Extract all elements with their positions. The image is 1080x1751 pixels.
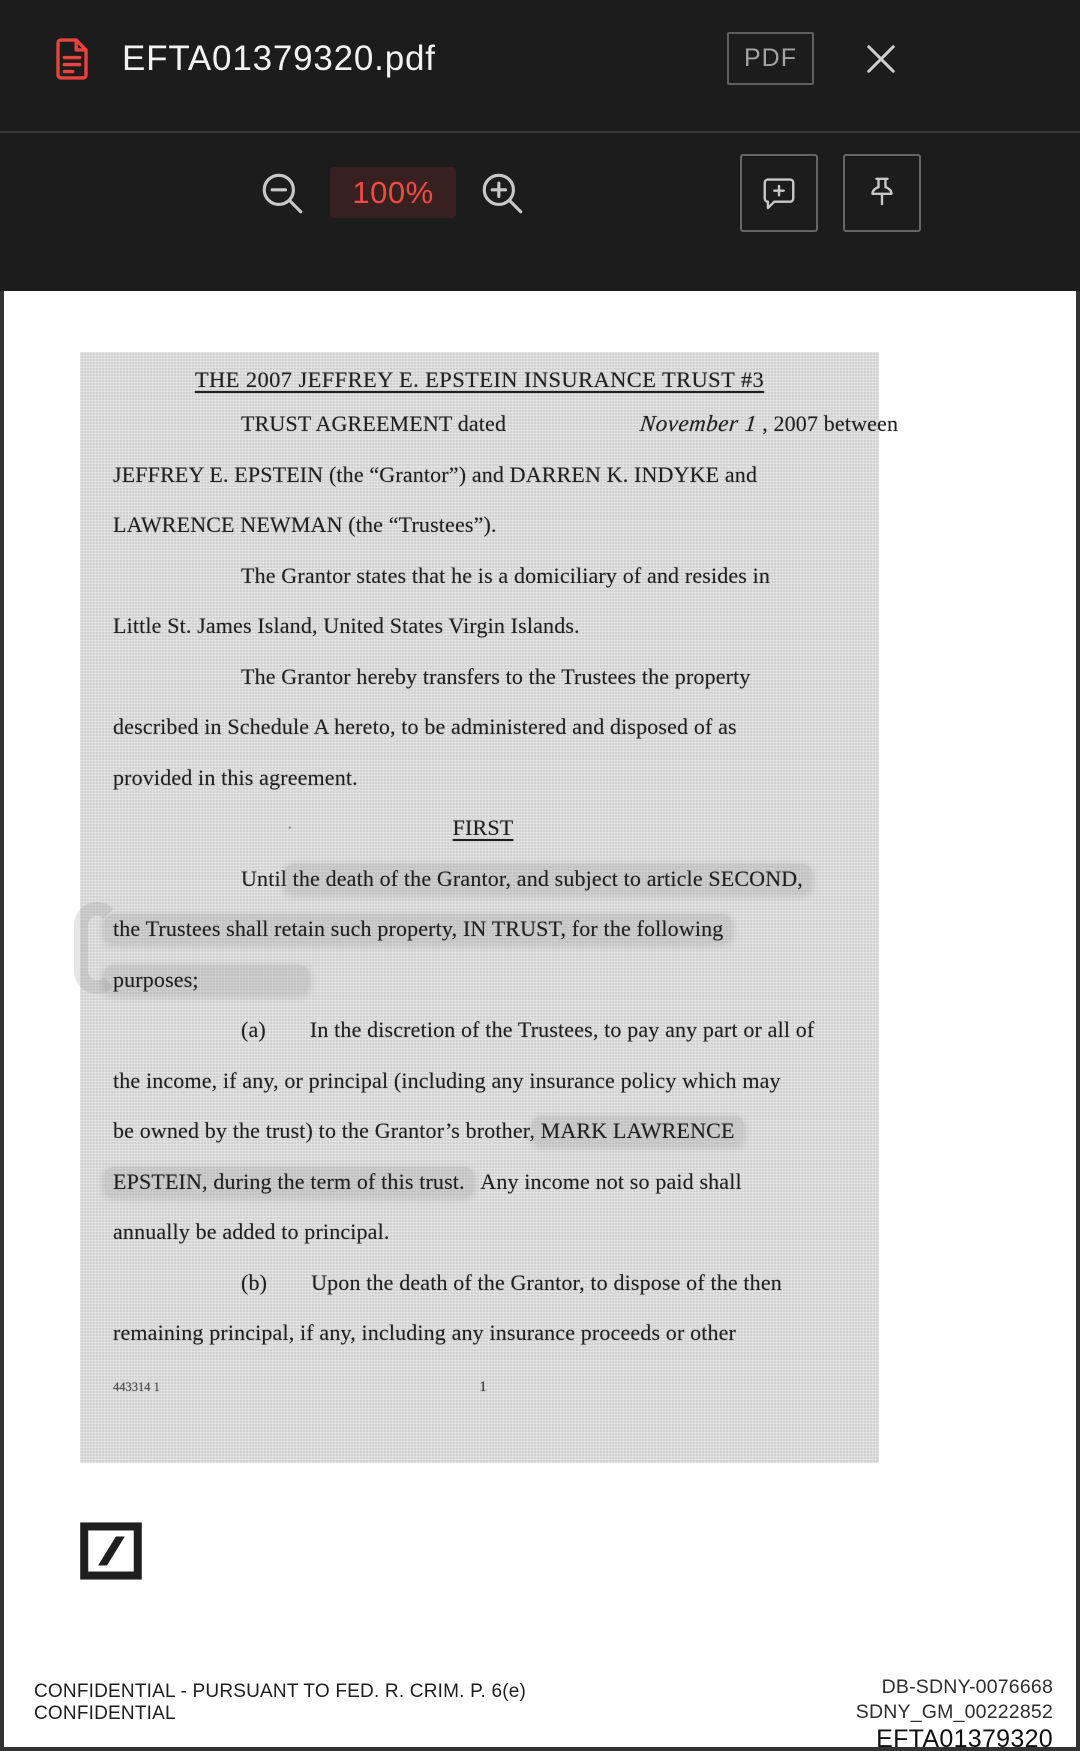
scanned-page <box>80 352 899 1463</box>
confidentiality-stamp <box>34 1681 526 1725</box>
document-line <box>113 1157 853 1208</box>
document-line <box>113 1258 853 1309</box>
bates-stamps <box>856 1675 1053 1751</box>
document-text-segment: Upon the death of the Grantor, to dispose of the then <box>311 1269 782 1295</box>
document-text-segment: Little St. James Island, United States Virgin Islands. <box>113 613 580 638</box>
document-line <box>113 1106 853 1157</box>
document-text-segment: purposes; <box>104 965 309 994</box>
document-line <box>113 551 853 602</box>
document-line <box>113 753 853 804</box>
toolbar <box>0 133 1080 291</box>
document-text-segment: MARK LAWRENCE <box>532 1116 744 1145</box>
document-text-segment: the income, if any, or principal (including any insurance policy which may <box>113 1067 781 1093</box>
document-line <box>113 1005 853 1056</box>
page-footer <box>113 1374 853 1400</box>
document-line <box>113 904 853 955</box>
document-title: THE 2007 JEFFREY E. EPSTEIN INSURANCE TRUST #3 <box>194 367 765 392</box>
document-text-segment: FIRST <box>452 815 514 840</box>
document-text-segment: · <box>287 818 293 837</box>
document-text-segment: the Trustees shall retain such property, IN TRUST, for the following <box>104 914 732 943</box>
page-number: 1 <box>479 1379 487 1395</box>
document-text-segment: EPSTEIN, during the term of this trust. <box>104 1167 474 1196</box>
bank-slash-logo-icon <box>79 1522 143 1580</box>
bates-number-efta: EFTA01379320 <box>876 1725 1053 1751</box>
document-line <box>113 1056 853 1107</box>
pdf-document-icon <box>55 38 89 80</box>
document-text-segment: TRUST AGREEMENT dated <box>241 411 512 436</box>
highlighter-smudge <box>74 902 120 994</box>
zoom-out-button[interactable] <box>258 169 308 219</box>
document-text-segment: November 1 <box>638 411 758 436</box>
document-line <box>113 955 853 1006</box>
document-lines <box>113 399 899 1359</box>
document-line <box>113 702 853 753</box>
document-line <box>113 652 853 703</box>
document-text-segment: (a) <box>241 1017 266 1042</box>
document-text-segment: The Grantor states that he is a domiciliary of and resides in <box>241 562 771 588</box>
zoom-out-magnifier-icon <box>258 169 308 219</box>
zoom-in-button[interactable] <box>478 169 528 219</box>
document-text-segment: Until <box>241 865 293 891</box>
document-line <box>113 854 853 905</box>
document-line <box>113 803 853 854</box>
document-line <box>113 399 899 450</box>
document-text-segment: The Grantor hereby transfers to the Trustees the property <box>241 663 751 689</box>
zoom-level-indicator[interactable]: 100% <box>330 167 456 218</box>
deutsche-bank-logo <box>79 1522 143 1580</box>
bates-number-sdny: SDNY_GM_00222852 <box>855 1701 1053 1723</box>
document-line <box>113 1207 853 1258</box>
document-text-segment: provided in this agreement. <box>113 764 358 790</box>
document-text-segment: be owned by the trust) to the Grantor’s brother, <box>113 1118 541 1143</box>
pdf-format-badge: PDF <box>727 32 814 85</box>
document-text-segment: (b) <box>241 1269 268 1295</box>
document-line <box>113 450 853 501</box>
document-text-segment: described in Schedule A hereto, to be administered and disposed of as <box>113 714 737 739</box>
document-text-segment: Any income not so paid shall <box>464 1168 742 1194</box>
bates-number-db: DB-SDNY-0076668 <box>881 1676 1053 1698</box>
document-line <box>113 601 853 652</box>
document-text-segment: LAWRENCE NEWMAN (the “Trustees”). <box>113 512 497 537</box>
document-text-segment: remaining principal, if any, including any insurance proceeds or other <box>113 1320 737 1345</box>
document-text-segment: JEFFREY E. EPSTEIN (the “Grantor”) and DARREN K. INDYKE and <box>113 461 758 487</box>
confidentiality-line-1: CONFIDENTIAL - PURSUANT TO FED. R. CRIM. P. 6(e) <box>34 1681 527 1702</box>
titlebar <box>0 0 1080 133</box>
document-text-segment: In the discretion of the Trustees, to pay any part or all of <box>309 1017 815 1042</box>
document-text-segment: , 2007 between <box>756 411 899 436</box>
add-comment-bubble-icon <box>760 174 798 212</box>
document-text-segment: the death of the Grantor, and subject to article SECOND, <box>284 864 812 893</box>
document-text-segment: annually be added to principal. <box>113 1219 390 1244</box>
file-title: EFTA01379320.pdf <box>122 39 436 78</box>
draft-reference-number: 443314 1 <box>113 1380 160 1394</box>
pin-button[interactable] <box>843 154 921 232</box>
document-line <box>113 1308 853 1359</box>
close-button[interactable] <box>854 32 908 86</box>
document-line <box>113 500 853 551</box>
zoom-in-magnifier-icon <box>478 169 528 219</box>
pushpin-icon <box>863 174 901 212</box>
add-comment-button[interactable] <box>740 154 818 232</box>
close-icon <box>860 38 902 80</box>
confidentiality-line-2: CONFIDENTIAL <box>34 1703 176 1724</box>
document-viewport[interactable] <box>0 291 1080 1751</box>
